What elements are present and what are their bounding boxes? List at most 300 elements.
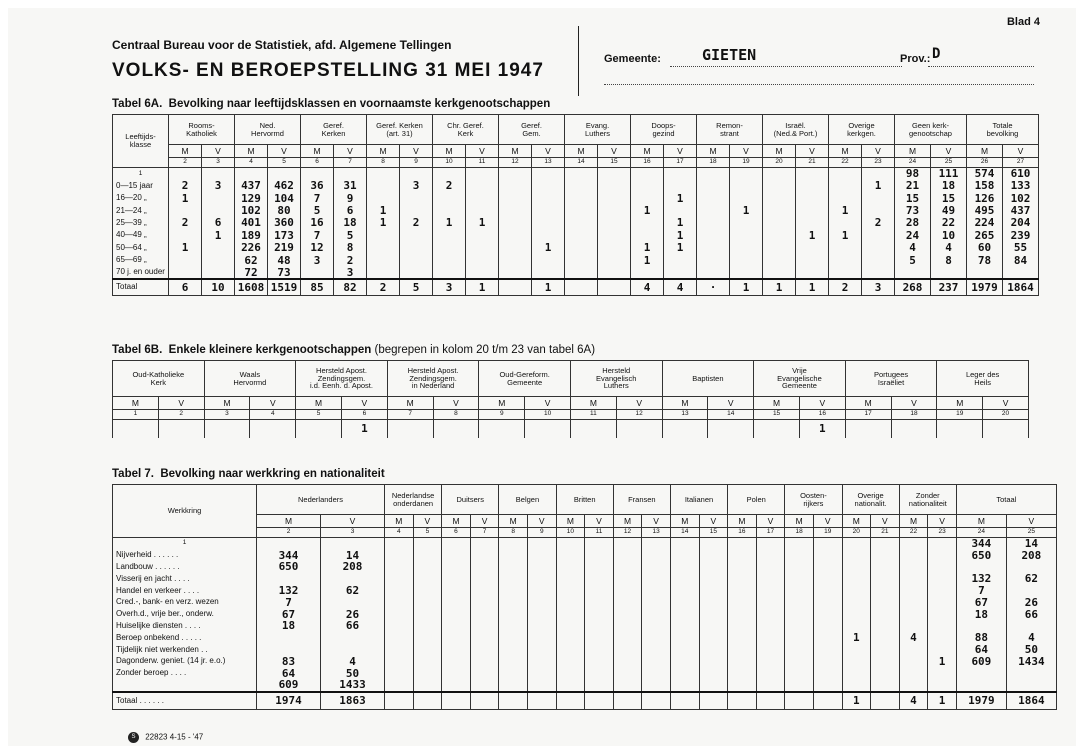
data-cell <box>613 679 642 692</box>
column-number: 16 <box>631 158 664 168</box>
data-cell: 60 <box>967 242 1003 254</box>
table6b-name: Enkele kleinere kerkgenootschappen <box>168 344 372 356</box>
data-cell <box>442 679 471 692</box>
male-header: M <box>570 397 616 410</box>
data-cell: 650 <box>257 561 321 573</box>
data-cell <box>527 561 556 573</box>
data-cell: 88 <box>956 632 1006 644</box>
data-cell <box>585 597 614 609</box>
data-cell: 22 <box>931 217 967 229</box>
data-cell <box>697 229 730 241</box>
column-number: 5 <box>268 158 301 168</box>
data-cell <box>598 180 631 192</box>
data-cell: 18 <box>956 609 1006 621</box>
column-number: 18 <box>891 410 937 420</box>
data-cell: 7 <box>956 585 1006 597</box>
data-cell <box>763 180 796 192</box>
data-cell <box>631 168 664 180</box>
data-cell <box>928 550 957 562</box>
form-footer <box>128 732 203 743</box>
column-number: 5 <box>296 410 342 420</box>
data-cell: 8 <box>931 254 967 266</box>
data-cell <box>862 168 895 180</box>
data-cell <box>730 168 763 180</box>
data-cell: 1 <box>367 217 400 229</box>
group-header: Remon- strant <box>697 115 763 145</box>
total-cell <box>499 279 532 295</box>
data-cell <box>442 585 471 597</box>
data-cell <box>899 573 928 585</box>
male-header: M <box>387 397 433 410</box>
data-cell <box>842 620 871 632</box>
data-cell <box>697 205 730 217</box>
female-header: V <box>1006 515 1056 528</box>
column-number: 1 <box>113 410 159 420</box>
group-header: Overige kerkgen. <box>829 115 895 145</box>
data-cell <box>556 644 585 656</box>
data-cell: 6 <box>202 217 235 229</box>
data-cell <box>499 609 528 621</box>
total-cell <box>670 692 699 710</box>
data-cell <box>813 573 842 585</box>
data-cell <box>556 609 585 621</box>
data-cell: 219 <box>268 242 301 254</box>
data-cell <box>730 267 763 280</box>
data-cell <box>785 679 814 692</box>
data-cell <box>565 168 598 180</box>
data-cell <box>301 267 334 280</box>
data-cell <box>862 254 895 266</box>
data-cell <box>697 267 730 280</box>
gemeente-value: GIETEN <box>702 46 757 64</box>
male-header: M <box>613 515 642 528</box>
data-cell <box>899 656 928 668</box>
data-cell <box>785 538 814 550</box>
data-cell <box>470 656 499 668</box>
data-cell <box>613 632 642 644</box>
data-cell <box>829 168 862 180</box>
data-cell: 55 <box>1003 242 1039 254</box>
data-cell <box>785 668 814 680</box>
data-cell: 1 <box>367 205 400 217</box>
column-number: 7 <box>387 410 433 420</box>
data-cell <box>466 242 499 254</box>
column-number: 27 <box>1003 158 1039 168</box>
male-header: M <box>842 515 871 528</box>
data-cell <box>899 585 928 597</box>
data-cell <box>499 632 528 644</box>
male-header: M <box>829 145 862 158</box>
data-cell <box>662 420 708 438</box>
male-header: M <box>499 145 532 158</box>
data-cell <box>202 267 235 280</box>
female-header: V <box>202 145 235 158</box>
total-cell: 1974 <box>257 692 321 710</box>
total-cell <box>442 692 471 710</box>
data-cell <box>433 168 466 180</box>
data-cell <box>470 679 499 692</box>
data-cell <box>334 168 367 180</box>
data-cell: 72 <box>235 267 268 280</box>
data-cell <box>413 550 442 562</box>
data-cell <box>842 656 871 668</box>
column-number: 15 <box>754 410 800 420</box>
total-cell: 1 <box>796 279 829 295</box>
data-cell <box>728 656 757 668</box>
data-cell <box>728 668 757 680</box>
data-cell <box>862 192 895 204</box>
data-cell <box>842 609 871 621</box>
data-cell <box>499 217 532 229</box>
data-cell <box>321 644 385 656</box>
data-cell <box>532 168 565 180</box>
column-number: 26 <box>967 158 1003 168</box>
group-header: Doops- gezind <box>631 115 697 145</box>
table6a-prefix: Tabel 6A. <box>112 98 163 110</box>
data-cell <box>670 573 699 585</box>
data-cell <box>204 420 250 438</box>
data-cell <box>670 609 699 621</box>
data-cell <box>928 609 957 621</box>
data-cell <box>871 597 900 609</box>
total-cell: 1 <box>763 279 796 295</box>
data-cell <box>413 644 442 656</box>
data-cell <box>756 550 785 562</box>
data-cell: 1 <box>796 229 829 241</box>
data-cell <box>400 229 433 241</box>
group-header: Hersteld Evangelisch Luthers <box>570 361 662 397</box>
data-cell <box>565 217 598 229</box>
data-cell <box>728 538 757 550</box>
data-cell <box>699 538 728 550</box>
data-cell: 609 <box>257 679 321 692</box>
data-cell <box>829 180 862 192</box>
data-cell <box>699 656 728 668</box>
data-cell <box>613 656 642 668</box>
data-cell <box>433 205 466 217</box>
total-cell: 1864 <box>1003 279 1039 295</box>
table6a-name: Bevolking naar leeftijdsklassen en voornaamste kerkgenootschappen <box>168 98 551 110</box>
data-cell <box>699 668 728 680</box>
data-cell <box>871 573 900 585</box>
data-cell: 15 <box>931 192 967 204</box>
data-cell <box>527 597 556 609</box>
data-cell <box>785 550 814 562</box>
data-cell <box>728 585 757 597</box>
table6a-title <box>112 98 550 110</box>
data-cell <box>785 585 814 597</box>
data-cell <box>367 242 400 254</box>
column-number: 5 <box>413 528 442 538</box>
total-cell: 4 <box>664 279 697 295</box>
female-header: V <box>250 397 296 410</box>
data-cell <box>442 668 471 680</box>
data-cell: 12 <box>301 242 334 254</box>
female-header: V <box>642 515 671 528</box>
data-cell <box>556 573 585 585</box>
column-number: 25 <box>931 158 967 168</box>
data-cell <box>499 254 532 266</box>
data-cell <box>697 254 730 266</box>
row-label: Landbouw . . . . . . <box>113 561 257 573</box>
data-cell <box>796 267 829 280</box>
data-cell <box>585 668 614 680</box>
data-cell <box>664 254 697 266</box>
data-cell <box>556 538 585 550</box>
data-cell <box>527 550 556 562</box>
group-header: Ned. Hervormd <box>235 115 301 145</box>
data-cell <box>532 192 565 204</box>
column-number: 20 <box>842 528 871 538</box>
data-cell: 3 <box>202 180 235 192</box>
column-number: 12 <box>499 158 532 168</box>
group-header: Rooms- Katholiek <box>169 115 235 145</box>
data-cell: 15 <box>895 192 931 204</box>
data-cell <box>532 205 565 217</box>
total-cell <box>385 692 414 710</box>
group-header: Geref. Kerken <box>301 115 367 145</box>
data-cell <box>367 180 400 192</box>
data-cell <box>829 242 862 254</box>
column-number: 15 <box>699 528 728 538</box>
data-cell: 7 <box>301 229 334 241</box>
data-cell <box>565 254 598 266</box>
column-number: 2 <box>257 528 321 538</box>
data-cell <box>899 550 928 562</box>
data-cell <box>928 573 957 585</box>
data-cell: 6 <box>334 205 367 217</box>
column-number: 6 <box>301 158 334 168</box>
data-cell <box>763 217 796 229</box>
total-cell: 268 <box>895 279 931 295</box>
group-header: Geref. Kerken (art. 31) <box>367 115 433 145</box>
data-cell <box>413 561 442 573</box>
female-header: V <box>433 397 479 410</box>
data-cell <box>585 679 614 692</box>
data-cell <box>202 205 235 217</box>
column-number: 3 <box>204 410 250 420</box>
female-header: V <box>341 397 387 410</box>
province-line <box>928 66 1034 67</box>
data-cell <box>556 679 585 692</box>
column-number: 13 <box>532 158 565 168</box>
group-header: Vrije Evangelische Gemeente <box>754 361 846 397</box>
table7-name: Bevolking naar werkkring en nationaliteit <box>160 468 385 480</box>
data-cell <box>642 573 671 585</box>
data-cell <box>871 609 900 621</box>
data-cell <box>466 168 499 180</box>
data-cell: 609 <box>956 656 1006 668</box>
data-cell: 4 <box>895 242 931 254</box>
data-cell: 1 <box>433 217 466 229</box>
data-cell <box>442 561 471 573</box>
data-cell <box>763 168 796 180</box>
column-number: 10 <box>556 528 585 538</box>
data-cell <box>442 632 471 644</box>
row-label <box>113 679 257 692</box>
male-header: M <box>296 397 342 410</box>
census-form-sheet <box>8 8 1076 746</box>
group-header: Geref. Gem. <box>499 115 565 145</box>
data-cell <box>763 267 796 280</box>
data-cell <box>158 420 204 438</box>
female-header: V <box>598 145 631 158</box>
male-header: M <box>967 145 1003 158</box>
data-cell <box>842 550 871 562</box>
data-cell <box>699 561 728 573</box>
data-cell <box>413 573 442 585</box>
column-number: 14 <box>565 158 598 168</box>
data-cell: 18 <box>257 620 321 632</box>
data-cell <box>433 192 466 204</box>
data-cell: 132 <box>956 573 1006 585</box>
data-cell <box>257 632 321 644</box>
data-cell: 7 <box>301 192 334 204</box>
total-cell: 5 <box>400 279 433 295</box>
data-cell <box>321 538 385 550</box>
row-label: Overh.d., vrije ber., onderw. <box>113 609 257 621</box>
data-cell <box>433 420 479 438</box>
data-cell: 1 <box>169 242 202 254</box>
total-cell: · <box>697 279 730 295</box>
data-cell: 111 <box>931 168 967 180</box>
group-header: Oud-Katholieke Kerk <box>113 361 205 397</box>
total-cell: 3 <box>433 279 466 295</box>
data-cell: 7 <box>257 597 321 609</box>
data-cell <box>499 644 528 656</box>
data-cell: 495 <box>967 205 1003 217</box>
column-number: 11 <box>570 410 616 420</box>
female-header: V <box>470 515 499 528</box>
data-cell: 610 <box>1003 168 1039 180</box>
total-cell <box>556 692 585 710</box>
male-header: M <box>895 145 931 158</box>
data-cell: 208 <box>1006 550 1056 562</box>
data-cell: 1 <box>842 632 871 644</box>
data-cell <box>532 267 565 280</box>
data-cell: 16 <box>301 217 334 229</box>
column-number: 19 <box>937 410 983 420</box>
data-cell <box>728 620 757 632</box>
group-header: Waals Hervormd <box>204 361 296 397</box>
total-cell <box>642 692 671 710</box>
male-header: M <box>301 145 334 158</box>
female-header: V <box>527 515 556 528</box>
column-number: 9 <box>527 528 556 538</box>
data-cell <box>442 620 471 632</box>
data-cell <box>442 597 471 609</box>
data-cell: 1 <box>664 229 697 241</box>
female-header: V <box>730 145 763 158</box>
data-cell: 1 <box>631 205 664 217</box>
column-number: 11 <box>585 528 614 538</box>
female-header: V <box>585 515 614 528</box>
data-cell <box>367 267 400 280</box>
male-header: M <box>204 397 250 410</box>
data-cell <box>730 242 763 254</box>
data-cell <box>499 192 532 204</box>
total-cell: 237 <box>931 279 967 295</box>
data-cell <box>470 644 499 656</box>
data-cell <box>470 620 499 632</box>
data-cell <box>585 538 614 550</box>
data-cell <box>499 656 528 668</box>
data-cell <box>556 632 585 644</box>
data-cell <box>470 538 499 550</box>
data-cell <box>585 561 614 573</box>
total-cell <box>756 692 785 710</box>
row-label: 1 <box>113 168 169 180</box>
data-cell: 1 <box>928 656 957 668</box>
data-cell <box>1003 267 1039 280</box>
data-cell <box>470 609 499 621</box>
data-cell: 2 <box>400 217 433 229</box>
column-number: 12 <box>613 528 642 538</box>
male-header: M <box>937 397 983 410</box>
female-header: V <box>983 397 1029 410</box>
data-cell <box>527 668 556 680</box>
data-cell <box>499 620 528 632</box>
group-header: Polen <box>728 485 785 515</box>
data-cell <box>470 632 499 644</box>
data-cell <box>202 168 235 180</box>
data-cell <box>470 561 499 573</box>
data-cell: 132 <box>257 585 321 597</box>
column-number: 18 <box>697 158 730 168</box>
column-number: 24 <box>956 528 1006 538</box>
data-cell <box>928 644 957 656</box>
column-number: 25 <box>1006 528 1056 538</box>
data-cell: 62 <box>235 254 268 266</box>
data-cell <box>642 668 671 680</box>
total-cell: 2 <box>367 279 400 295</box>
data-cell <box>565 192 598 204</box>
data-cell <box>699 609 728 621</box>
data-cell <box>899 609 928 621</box>
data-cell <box>598 168 631 180</box>
group-header: Britten <box>556 485 613 515</box>
row-label: Dagonderw. geniet. (14 jr. e.o.) <box>113 656 257 668</box>
data-cell: 5 <box>301 205 334 217</box>
data-cell <box>613 644 642 656</box>
page-number: Blad 4 <box>1006 16 1040 28</box>
column-number: 17 <box>664 158 697 168</box>
data-cell <box>842 644 871 656</box>
total-cell: 1 <box>532 279 565 295</box>
data-cell <box>697 217 730 229</box>
province-value: D <box>932 46 941 62</box>
data-cell: 80 <box>268 205 301 217</box>
data-cell <box>871 632 900 644</box>
data-cell <box>728 644 757 656</box>
data-cell <box>728 597 757 609</box>
data-cell: 239 <box>1003 229 1039 241</box>
data-cell <box>756 620 785 632</box>
data-cell <box>1006 561 1056 573</box>
data-cell: 14 <box>321 550 385 562</box>
data-cell <box>785 561 814 573</box>
data-cell <box>499 550 528 562</box>
data-cell <box>250 420 296 438</box>
column-number: 6 <box>442 528 471 538</box>
data-cell <box>728 561 757 573</box>
data-cell <box>1006 620 1056 632</box>
data-cell <box>842 573 871 585</box>
data-cell <box>728 609 757 621</box>
data-cell <box>585 632 614 644</box>
data-cell <box>470 573 499 585</box>
female-header: V <box>862 145 895 158</box>
